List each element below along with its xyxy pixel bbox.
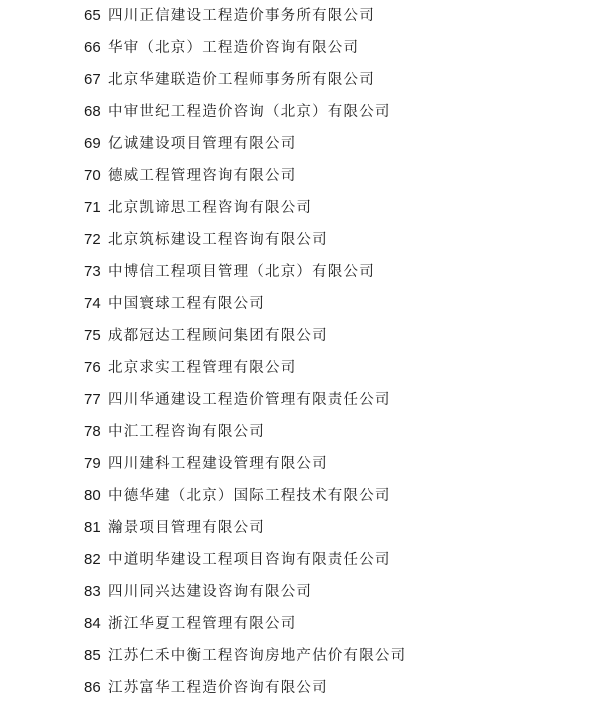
- item-number: 77: [84, 391, 101, 408]
- company-name: 中德华建（北京）国际工程技术有限公司: [108, 488, 391, 504]
- company-name: 华审（北京）工程造价咨询有限公司: [108, 40, 360, 56]
- company-name: 瀚景项目管理有限公司: [108, 520, 265, 536]
- list-item: [84, 512, 265, 544]
- list-item: [84, 224, 328, 256]
- list-item: [84, 192, 312, 224]
- list-item: [84, 96, 391, 128]
- item-number: 82: [84, 551, 101, 568]
- list-item: [84, 416, 265, 448]
- item-number: 73: [84, 263, 101, 280]
- list-item: [84, 448, 328, 480]
- company-name: 北京凯谛思工程咨询有限公司: [108, 200, 313, 216]
- item-number: 66: [84, 39, 101, 56]
- item-number: 80: [84, 487, 101, 504]
- company-name: 四川同兴达建设咨询有限公司: [108, 584, 313, 600]
- item-number: 79: [84, 455, 101, 472]
- company-name: 江苏仁禾中衡工程咨询房地产估价有限公司: [108, 648, 407, 664]
- company-name: 中道明华建设工程项目咨询有限责任公司: [108, 552, 391, 568]
- item-number: 67: [84, 71, 101, 88]
- item-number: 85: [84, 647, 101, 664]
- list-item: [84, 320, 328, 352]
- list-item: [84, 64, 375, 96]
- item-number: 72: [84, 231, 101, 248]
- company-name: 中博信工程项目管理（北京）有限公司: [108, 264, 375, 280]
- list-item: [84, 128, 296, 160]
- item-number: 68: [84, 103, 101, 120]
- item-number: 75: [84, 327, 101, 344]
- item-number: 65: [84, 7, 101, 24]
- item-number: 83: [84, 583, 101, 600]
- item-number: 70: [84, 167, 101, 184]
- item-number: 78: [84, 423, 101, 440]
- list-item: [84, 256, 375, 288]
- list-item: [84, 32, 359, 64]
- list-item: [84, 672, 328, 704]
- item-number: 84: [84, 615, 101, 632]
- company-name: 北京求实工程管理有限公司: [108, 360, 297, 376]
- list-item: [84, 640, 406, 672]
- list-item: [84, 544, 391, 576]
- company-name: 江苏富华工程造价咨询有限公司: [108, 680, 328, 696]
- company-name: 德威工程管理咨询有限公司: [108, 168, 297, 184]
- company-name: 四川建科工程建设管理有限公司: [108, 456, 328, 472]
- company-name: 中汇工程咨询有限公司: [108, 424, 265, 440]
- company-name: 中审世纪工程造价咨询（北京）有限公司: [108, 104, 391, 120]
- list-item: [84, 288, 265, 320]
- company-name: 浙江华夏工程管理有限公司: [108, 616, 297, 632]
- item-number: 69: [84, 135, 101, 152]
- list-item: [84, 608, 296, 640]
- company-name: 亿诚建设项目管理有限公司: [108, 136, 297, 152]
- list-item: [84, 0, 375, 32]
- company-name: 北京筑标建设工程咨询有限公司: [108, 232, 328, 248]
- company-name: 中国寰球工程有限公司: [108, 296, 265, 312]
- item-number: 81: [84, 519, 101, 536]
- item-number: 76: [84, 359, 101, 376]
- company-name: 四川华通建设工程造价管理有限责任公司: [108, 392, 391, 408]
- company-name: 成都冠达工程顾问集团有限公司: [108, 328, 328, 344]
- item-number: 74: [84, 295, 101, 312]
- list-item: [84, 352, 296, 384]
- list-item: [84, 576, 312, 608]
- item-number: 86: [84, 679, 101, 696]
- list-item: [84, 384, 391, 416]
- item-number: 71: [84, 199, 101, 216]
- company-name: 北京华建联造价工程师事务所有限公司: [108, 72, 375, 88]
- list-item: [84, 480, 391, 512]
- list-item: [84, 160, 296, 192]
- company-name: 四川正信建设工程造价事务所有限公司: [108, 8, 375, 24]
